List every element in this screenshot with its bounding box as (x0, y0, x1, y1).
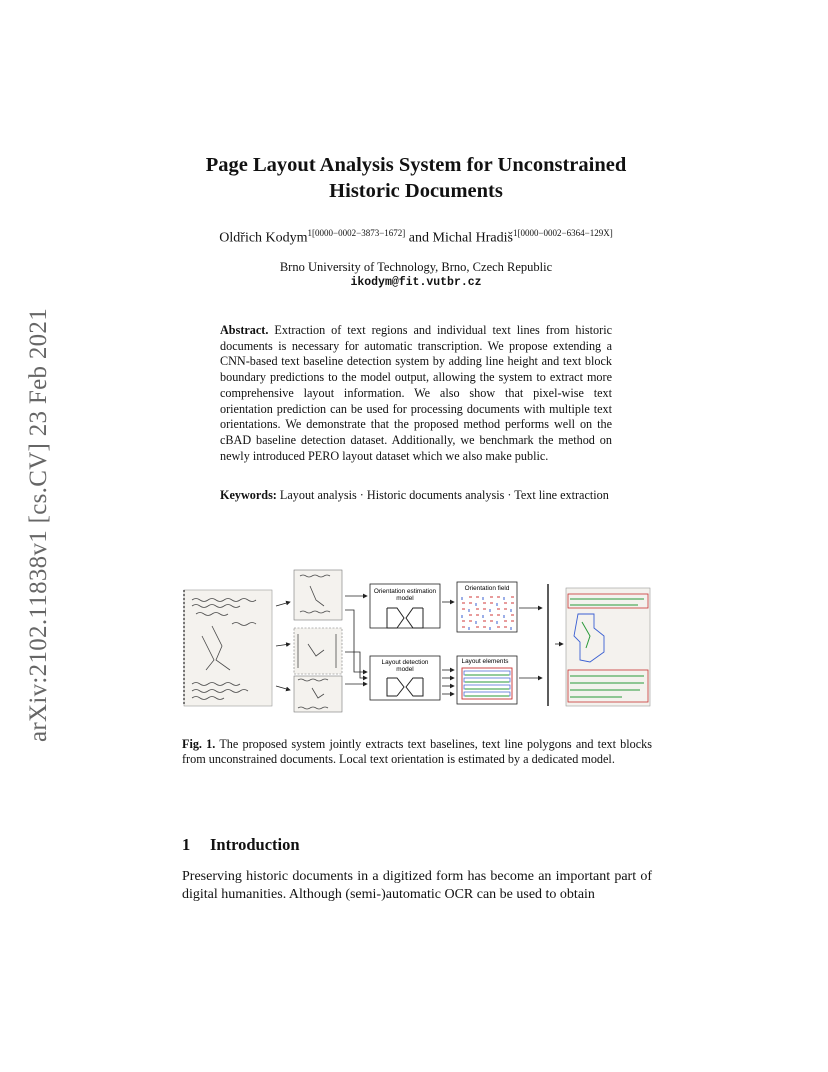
system-diagram-figure (182, 566, 652, 714)
affiliation-block (140, 259, 692, 291)
title-line-2: Historic Documents (329, 180, 503, 202)
layout-elements-label: Layout elements (461, 658, 509, 665)
figure-caption (182, 737, 652, 768)
body-paragraph: Preserving historic documents in a digitized form has become an important part of digital humanities. Although (semi-)automatic OCR can be used to obtain (182, 869, 652, 902)
keywords-text: Layout analysis · Historic documents analysis · Text line extraction (279, 488, 609, 502)
author-1-orcid: 1[0000−0002−3873−1672] (307, 228, 406, 238)
email: ikodym@fit.vutbr.cz (350, 276, 482, 289)
keywords-label: Keywords: (220, 488, 277, 502)
author-1: Oldřich Kodym (219, 230, 308, 246)
arxiv-id-text: arXiv:2102.11838v1 [cs.CV] 23 Feb 2021 (25, 307, 52, 743)
orientation-model-label-1: Orientation estimation (373, 588, 437, 595)
section-title: Introduction (210, 835, 300, 854)
orientation-estimation-model (370, 584, 440, 628)
authors (120, 228, 712, 247)
orientation-field-label: Orientation field (464, 585, 510, 592)
rotated-input-thumbnails (294, 570, 342, 712)
arxiv-identifier (22, 290, 56, 760)
layout-model-label-2: model (396, 666, 414, 673)
layout-model-label-1: Layout detection (381, 659, 429, 666)
title-line-1: Page Layout Analysis System for Unconstrained (205, 154, 627, 176)
output-document-image (566, 588, 650, 706)
author-2: Michal Hradiš (432, 230, 513, 246)
section-number: 1 (182, 835, 191, 854)
orientation-field-panel (457, 582, 517, 632)
orientation-model-label-2: model (396, 595, 414, 602)
abstract-text: Extraction of text regions and individual text lines from historic documents is necessary for automatic transcription. We propose extending a CNN-based text baseline detection system by adding line height and text block boundary predictions to the model output, allowing the system to extract more comprehensive layout information. We also show that pixel-wise text orientation prediction can be used for processing documents with multiple text orientations. We demonstrate that the proposed method performs well on the cBAD baseline detection dataset. Additionally, we benchmark the method on newly introduced PERO layout dataset which we also make public. (220, 323, 612, 463)
section-heading (182, 835, 300, 855)
input-document-image (184, 590, 272, 706)
abstract (220, 323, 612, 464)
affiliation: Brno University of Technology, Brno, Czech Republic (279, 260, 553, 274)
caption-label: Fig. 1. (182, 737, 216, 751)
paper-title (140, 152, 692, 204)
author-conjunction: and (405, 230, 433, 246)
abstract-label: Abstract. (220, 323, 269, 337)
caption-text: The proposed system jointly extracts text baselines, text line polygons and text blocks from unconstrained documents. Local text orientation is estimated by a dedicated model. (182, 737, 652, 767)
author-2-orcid: 1[0000−0002−6364−129X] (512, 228, 613, 238)
layout-detection-model (370, 656, 440, 700)
layout-elements-panel (457, 656, 517, 704)
keywords (220, 488, 612, 504)
